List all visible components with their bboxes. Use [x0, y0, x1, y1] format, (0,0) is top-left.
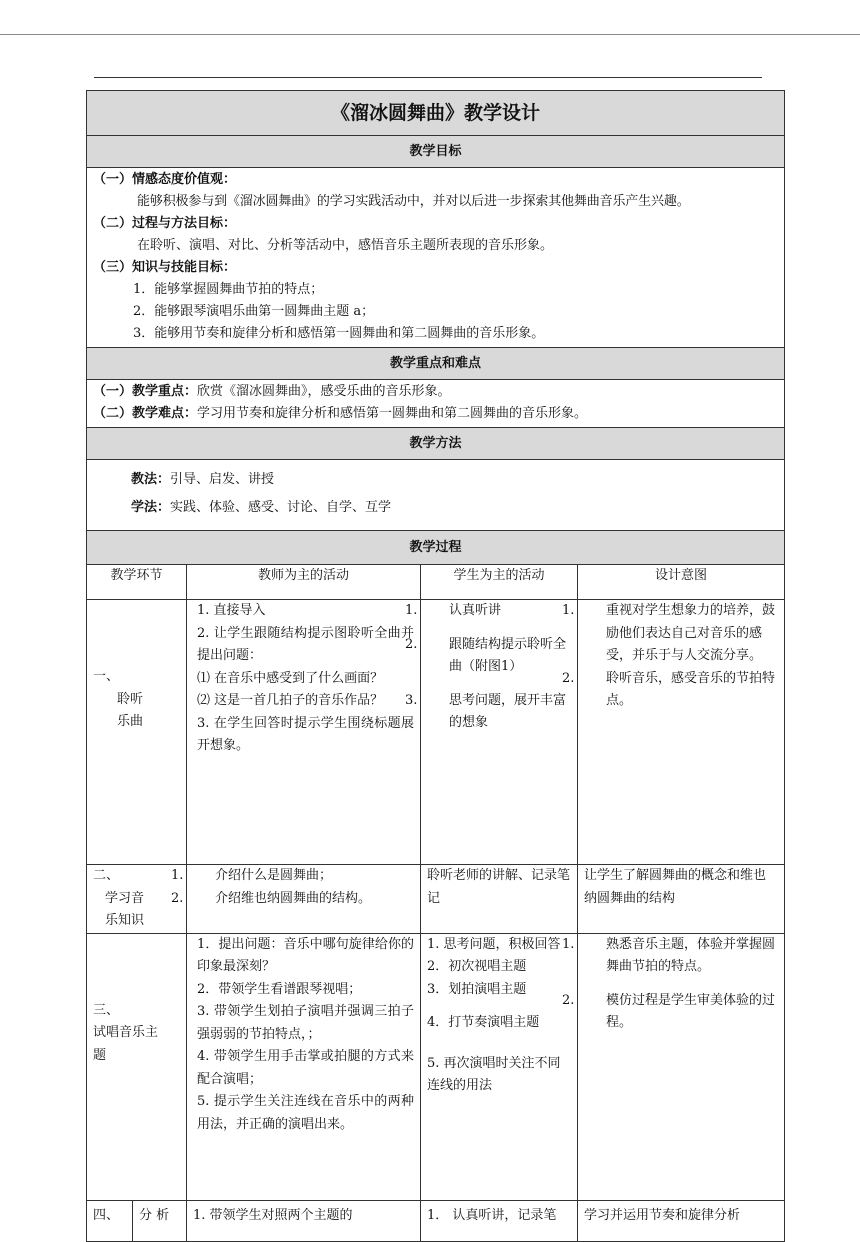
student-3-item: 1. 思考问题，积极回答 — [427, 936, 561, 952]
student-activity-3 — [421, 933, 578, 1200]
design-1-item-text: 重视对学生想象力的培养，鼓励他们表达自己对音乐的感受，并乐于与人交流分享。 — [606, 603, 776, 663]
design-1-item-number: 2. — [562, 670, 575, 686]
design-3-item-text: 熟悉音乐主题，体验并掌握圆舞曲节拍的特点。 — [606, 936, 776, 974]
learning-method-label: 学法： — [131, 500, 171, 515]
design-1-item-number: 1. — [562, 603, 575, 618]
student-activity-4: 1． 认真听讲，记录笔 — [421, 1200, 578, 1241]
design-intent-3 — [562, 933, 785, 1200]
teacher-3-item: 1．提出问题：音乐中哪句旋律给你的印象最深刻？ — [197, 936, 414, 974]
student-activity-1 — [405, 600, 578, 865]
student-3-item: 3．划拍演唱主题 — [427, 981, 527, 997]
objective-3-item: 1．能够掌握圆舞曲节拍的特点； — [133, 282, 324, 297]
teaching-method-text: 引导、启发、讲授 — [170, 472, 275, 487]
stage-2-number: 二、 — [93, 868, 120, 883]
teacher-1-item: ⑵ 这是一首几拍子的音乐作品？ — [197, 693, 384, 708]
teacher-1-item: ⑴ 在音乐中感受到了什么画面？ — [197, 670, 384, 686]
stage-3-number: 三、 — [93, 1002, 120, 1018]
document-title: 《溜冰圆舞曲》教学设计 — [87, 91, 785, 136]
student-3-item: 4．打节奏演唱主题 — [427, 1015, 540, 1030]
column-header-stage: 教学环节 — [87, 565, 187, 600]
lesson-plan-table — [86, 90, 785, 1242]
methods-heading: 教学方法 — [87, 428, 785, 460]
student-1-item-number: 1. — [405, 603, 418, 618]
learning-method — [131, 494, 778, 522]
objective-2-text: 在聆听、演唱、对比、分析等活动中，感悟音乐主题所表现的音乐形象。 — [137, 238, 554, 253]
teacher-1-item: 2. 让学生跟随结构提示图聆听全曲并提出问题： — [197, 625, 414, 663]
page-top-rule — [0, 34, 860, 35]
design-1-item — [562, 600, 778, 668]
process-row-4 — [87, 1200, 785, 1241]
process-heading: 教学过程 — [87, 531, 785, 565]
objective-3-item: 2．能够跟琴演唱乐曲第一圆舞曲主题 a； — [133, 304, 375, 319]
student-3-item: 2．初次视唱主题 — [427, 959, 527, 974]
learning-method-text: 实践、体验、感受、讨论、自学、互学 — [170, 500, 392, 515]
objective-3-item: 3．能够用节奏和旋律分析和感悟第一圆舞曲和第二圆舞曲的音乐形象。 — [133, 326, 545, 341]
design-intent-4: 学习并运用节奏和旋律分析 — [578, 1200, 785, 1241]
stage-4-name: 分 析 — [133, 1200, 187, 1241]
teacher-3-item: 2．带领学生看谱跟琴视唱； — [197, 981, 362, 997]
teacher-activity-3 — [187, 933, 421, 1200]
teaching-method — [131, 466, 778, 494]
objective-1-title: （一）情感态度价值观： — [93, 172, 237, 187]
objective-3-title: （三）知识与技能目标： — [93, 260, 237, 275]
objectives-heading: 教学目标 — [87, 136, 785, 168]
student-1-item — [405, 634, 571, 679]
keypoint-1-label: （一）教学重点： — [93, 384, 198, 399]
teaching-method-label: 教法： — [131, 472, 171, 487]
objective-1-text: 能够积极参与到《溜冰圆舞曲》的学习实践活动中，并对以后进一步探索其他舞曲音乐产生兴趣。 — [137, 194, 690, 209]
process-row-2 — [87, 865, 785, 934]
keypoints-body — [87, 380, 785, 428]
teacher-activity-1 — [187, 600, 421, 865]
header-rule — [94, 77, 762, 78]
stage-cell-3 — [87, 933, 187, 1200]
stage-cell-1 — [87, 600, 187, 865]
student-activity-2: 聆听老师的讲解、记录笔记 — [421, 865, 578, 934]
teacher-activity-4: 1. 带领学生对照两个主题的 — [187, 1200, 421, 1241]
keypoint-2 — [93, 403, 778, 425]
teacher-2-item — [171, 865, 414, 888]
stage-3-name-line1: 试唱音乐主 — [93, 1025, 159, 1040]
teacher-2-item — [171, 888, 414, 911]
stage-2-name-line2: 乐知识 — [105, 913, 145, 928]
student-1-item-number: 2. — [405, 636, 418, 652]
process-row-3 — [87, 933, 785, 1200]
teacher-2-item-number: 1. — [171, 868, 184, 883]
objectives-body — [87, 168, 785, 348]
design-3-item-number: 2. — [562, 992, 575, 1008]
teacher-3-item: 3. 带领学生划拍子演唱并强调三拍子强弱弱的节拍特点，； — [197, 1004, 414, 1042]
teacher-2-item-text: 介绍维也纳圆舞曲的结构。 — [215, 890, 372, 906]
student-1-item — [405, 600, 571, 623]
design-3-item — [562, 990, 778, 1035]
keypoint-2-label: （二）教学难点： — [93, 406, 198, 421]
column-header-design: 设计意图 — [578, 565, 785, 600]
design-intent-2: 让学生了解圆舞曲的概念和维也纳圆舞曲的结构 — [578, 865, 785, 934]
process-row-1 — [87, 600, 785, 865]
keypoint-1-text: 欣赏《溜冰圆舞曲》，感受乐曲的音乐形象。 — [197, 384, 451, 399]
column-header-student: 学生为主的活动 — [421, 565, 578, 600]
stage-2-name-line1: 学习音 — [105, 890, 145, 906]
design-1-item — [562, 668, 778, 713]
keypoint-2-text: 学习用节奏和旋律分析和感悟第一圆舞曲和第二圆舞曲的音乐形象。 — [197, 406, 588, 421]
column-header-teacher: 教师为主的活动 — [187, 565, 421, 600]
keypoint-1 — [93, 381, 778, 403]
methods-body — [87, 460, 785, 531]
student-1-item-text: 认真听讲 — [449, 603, 502, 618]
student-3-item: 5. 再次演唱时关注不同连线的用法 — [427, 1055, 561, 1093]
stage-1-name-line2: 乐曲 — [117, 714, 144, 729]
objective-2-title: （二）过程与方法目标： — [93, 216, 237, 231]
design-3-item — [562, 934, 778, 979]
keypoints-heading: 教学重点和难点 — [87, 348, 785, 380]
teacher-activity-2 — [171, 865, 421, 934]
design-1-item-text: 聆听音乐，感受音乐的节拍特点。 — [606, 670, 776, 708]
student-1-item-number: 3. — [405, 692, 418, 708]
teacher-1-item: 1. 直接导入 — [197, 603, 266, 618]
teacher-2-item-text: 介绍什么是圆舞曲； — [215, 868, 333, 883]
design-3-item-number: 1. — [562, 936, 575, 952]
teacher-1-item: 3. 在学生回答时提示学生围绕标题展开想象。 — [197, 715, 414, 753]
stage-3-name-line2: 题 — [93, 1047, 107, 1063]
teacher-2-item-number: 2. — [171, 890, 184, 906]
design-3-item-text: 模仿过程是学生审美体验的过程。 — [606, 992, 776, 1030]
teacher-3-item: 4. 带领学生用手击掌或拍腿的方式来配合演唱； — [197, 1049, 414, 1087]
student-1-item-text: 跟随结构提示聆听全曲（附图1） — [449, 636, 567, 674]
stage-1-number: 一、 — [93, 669, 120, 684]
design-intent-1 — [562, 600, 785, 865]
student-1-item — [405, 690, 571, 735]
student-1-item-text: 思考问题，展开丰富的想象 — [449, 692, 567, 730]
stage-1-name-line1: 聆听 — [117, 691, 144, 707]
stage-4-number: 四、 — [87, 1200, 133, 1241]
teacher-3-item: 5. 提示学生关注连线在音乐中的两种用法，并正确的演唱出来。 — [197, 1094, 414, 1132]
